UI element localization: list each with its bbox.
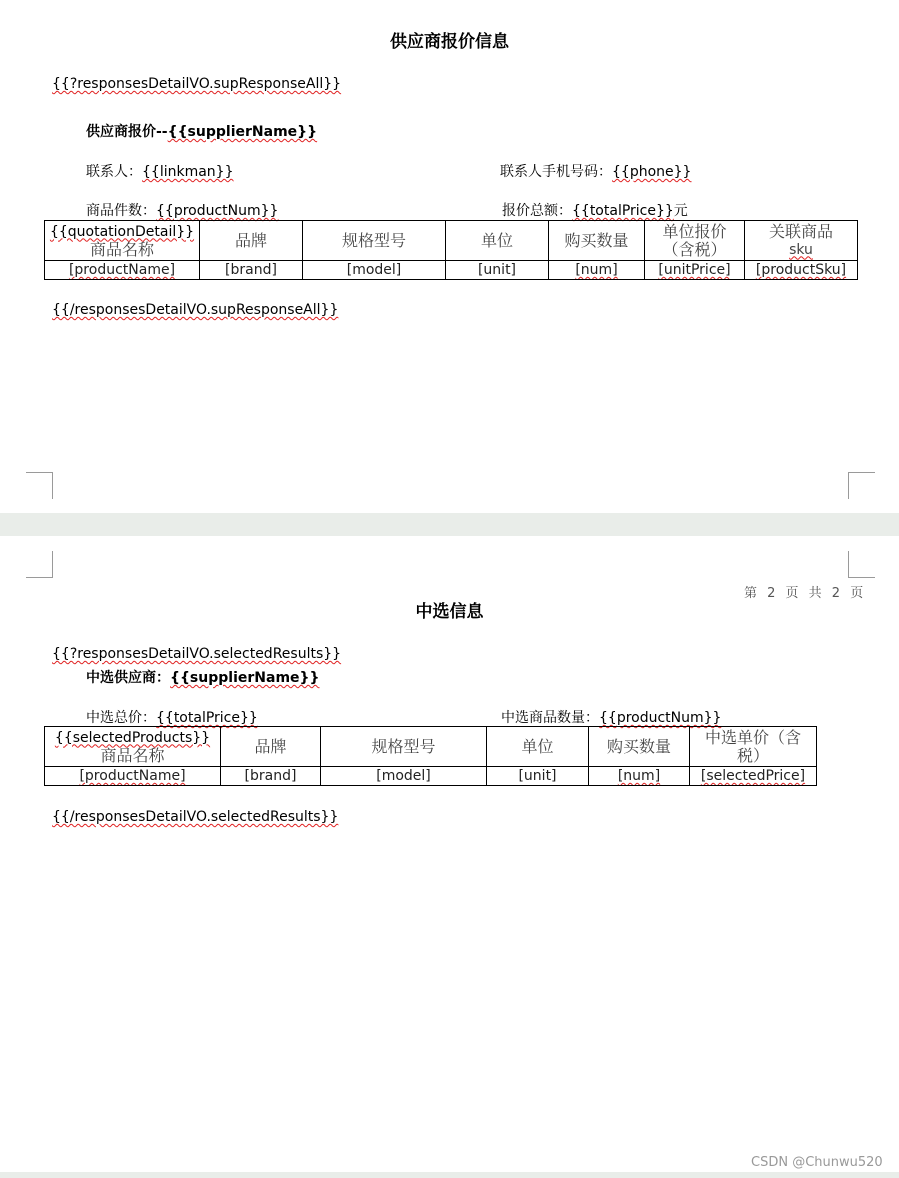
sel-cell-product-name (45, 767, 221, 786)
quotation-table (44, 220, 858, 280)
header-product-name (45, 221, 200, 261)
sel-header-price-line1: 中选单价（含 (704, 727, 801, 747)
linkman-line (86, 161, 233, 181)
cell-unit: [unit] (446, 261, 549, 280)
selected-total-tag: {{totalPrice}} (156, 710, 258, 726)
table-row (45, 767, 817, 786)
sel-cell-brand: [brand] (221, 767, 321, 786)
header-sku-line2: sku (789, 241, 813, 258)
selected-loop-close-tag: {{/responsesDetailVO.selectedResults}} (52, 809, 339, 825)
product-num-tag: {{productNum}} (156, 203, 279, 219)
page1-title: 供应商报价信息 (390, 32, 509, 52)
header-unit: 单位 (446, 221, 549, 261)
supplier-name-tag: {{supplierName}} (167, 124, 318, 140)
sel-cell-selected-price-text: [selectedPrice] (700, 768, 806, 784)
product-num-line (86, 200, 278, 220)
sel-header-model: 规格型号 (321, 727, 487, 767)
cell-num (549, 261, 645, 280)
margin-mark-top-right (848, 551, 875, 578)
sel-cell-model: [model] (321, 767, 487, 786)
total-price-unit: 元 (673, 203, 688, 219)
header-sku (745, 221, 858, 261)
supplier-quote-heading (86, 121, 317, 141)
cell-model: [model] (303, 261, 446, 280)
header-quantity: 购买数量 (549, 221, 645, 261)
cell-brand: [brand] (200, 261, 303, 280)
cell-product-sku (745, 261, 858, 280)
page-gap (0, 513, 899, 536)
header-brand: 品牌 (200, 221, 303, 261)
header-unit-price-line1: 单位报价 (662, 221, 727, 241)
cell-product-name-text: [productName] (68, 262, 176, 278)
header-unit-price (645, 221, 745, 261)
sel-cell-selected-price (690, 767, 817, 786)
loop-open-tag: {{?responsesDetailVO.supResponseAll}} (52, 76, 342, 92)
sel-header-brand: 品牌 (221, 727, 321, 767)
table-row (45, 261, 858, 280)
sel-cell-num (589, 767, 690, 786)
selected-products-tag: {{selectedProducts}} (54, 729, 211, 746)
phone-label: 联系人手机号码： (500, 164, 612, 180)
selected-supplier-heading (86, 667, 319, 687)
selected-supplier-prefix: 中选供应商： (86, 670, 170, 686)
sel-header-quantity: 购买数量 (589, 727, 690, 767)
selected-supplier-name-tag: {{supplierName}} (170, 670, 320, 686)
selected-total-line (86, 707, 258, 727)
quotation-detail-tag: {{quotationDetail}} (49, 223, 195, 240)
total-price-tag: {{totalPrice}} (572, 203, 674, 219)
phone-line (500, 161, 691, 181)
selected-num-label: 中选商品数量： (501, 710, 599, 726)
sel-header-selected-price (690, 727, 817, 767)
sel-header-unit: 单位 (487, 727, 589, 767)
selected-num-tag: {{productNum}} (599, 710, 722, 726)
selected-total-label: 中选总价： (86, 710, 156, 726)
cell-unit-price (645, 261, 745, 280)
header-sku-line1: 关联商品 (768, 221, 833, 241)
margin-mark-bottom-left (26, 472, 53, 499)
cell-num-text: [num] (575, 262, 618, 278)
sel-cell-unit: [unit] (487, 767, 589, 786)
page2-title: 中选信息 (415, 602, 484, 622)
selected-num-line (501, 707, 721, 727)
sel-header-product-name-label: 商品名称 (100, 745, 165, 765)
watermark: CSDN @Chunwu520 (751, 1155, 883, 1170)
product-num-label: 商品件数： (86, 203, 156, 219)
supplier-quote-prefix: 供应商报价-- (86, 124, 168, 140)
bottom-page-edge (0, 1172, 899, 1178)
margin-mark-bottom-right (848, 472, 875, 499)
cell-product-name (45, 261, 200, 280)
total-price-label: 报价总额： (502, 203, 572, 219)
phone-tag: {{phone}} (612, 164, 692, 180)
sel-cell-num-text: [num] (617, 768, 661, 784)
quotation-header-row (45, 221, 858, 261)
margin-mark-top-left (26, 551, 53, 578)
selected-loop-open-tag: {{?responsesDetailVO.selectedResults}} (52, 646, 342, 662)
loop-close-tag: {{/responsesDetailVO.supResponseAll}} (52, 302, 339, 318)
linkman-label: 联系人： (86, 164, 142, 180)
header-unit-price-line2: （含税） (662, 239, 727, 259)
sel-header-price-line2: 税） (736, 745, 769, 765)
header-product-name-label: 商品名称 (89, 239, 154, 259)
header-model: 规格型号 (303, 221, 446, 261)
linkman-tag: {{linkman}} (142, 164, 234, 180)
selected-table (44, 726, 817, 786)
sel-cell-product-name-text: [productName] (79, 768, 186, 784)
cell-unit-price-text: [unitPrice] (658, 262, 731, 278)
sel-header-product-name (45, 727, 221, 767)
total-price-line (502, 200, 688, 220)
selected-header-row (45, 727, 817, 767)
page-number: 第 2 页 共 2 页 (744, 586, 867, 601)
cell-product-sku-text: [productSku] (755, 262, 847, 278)
